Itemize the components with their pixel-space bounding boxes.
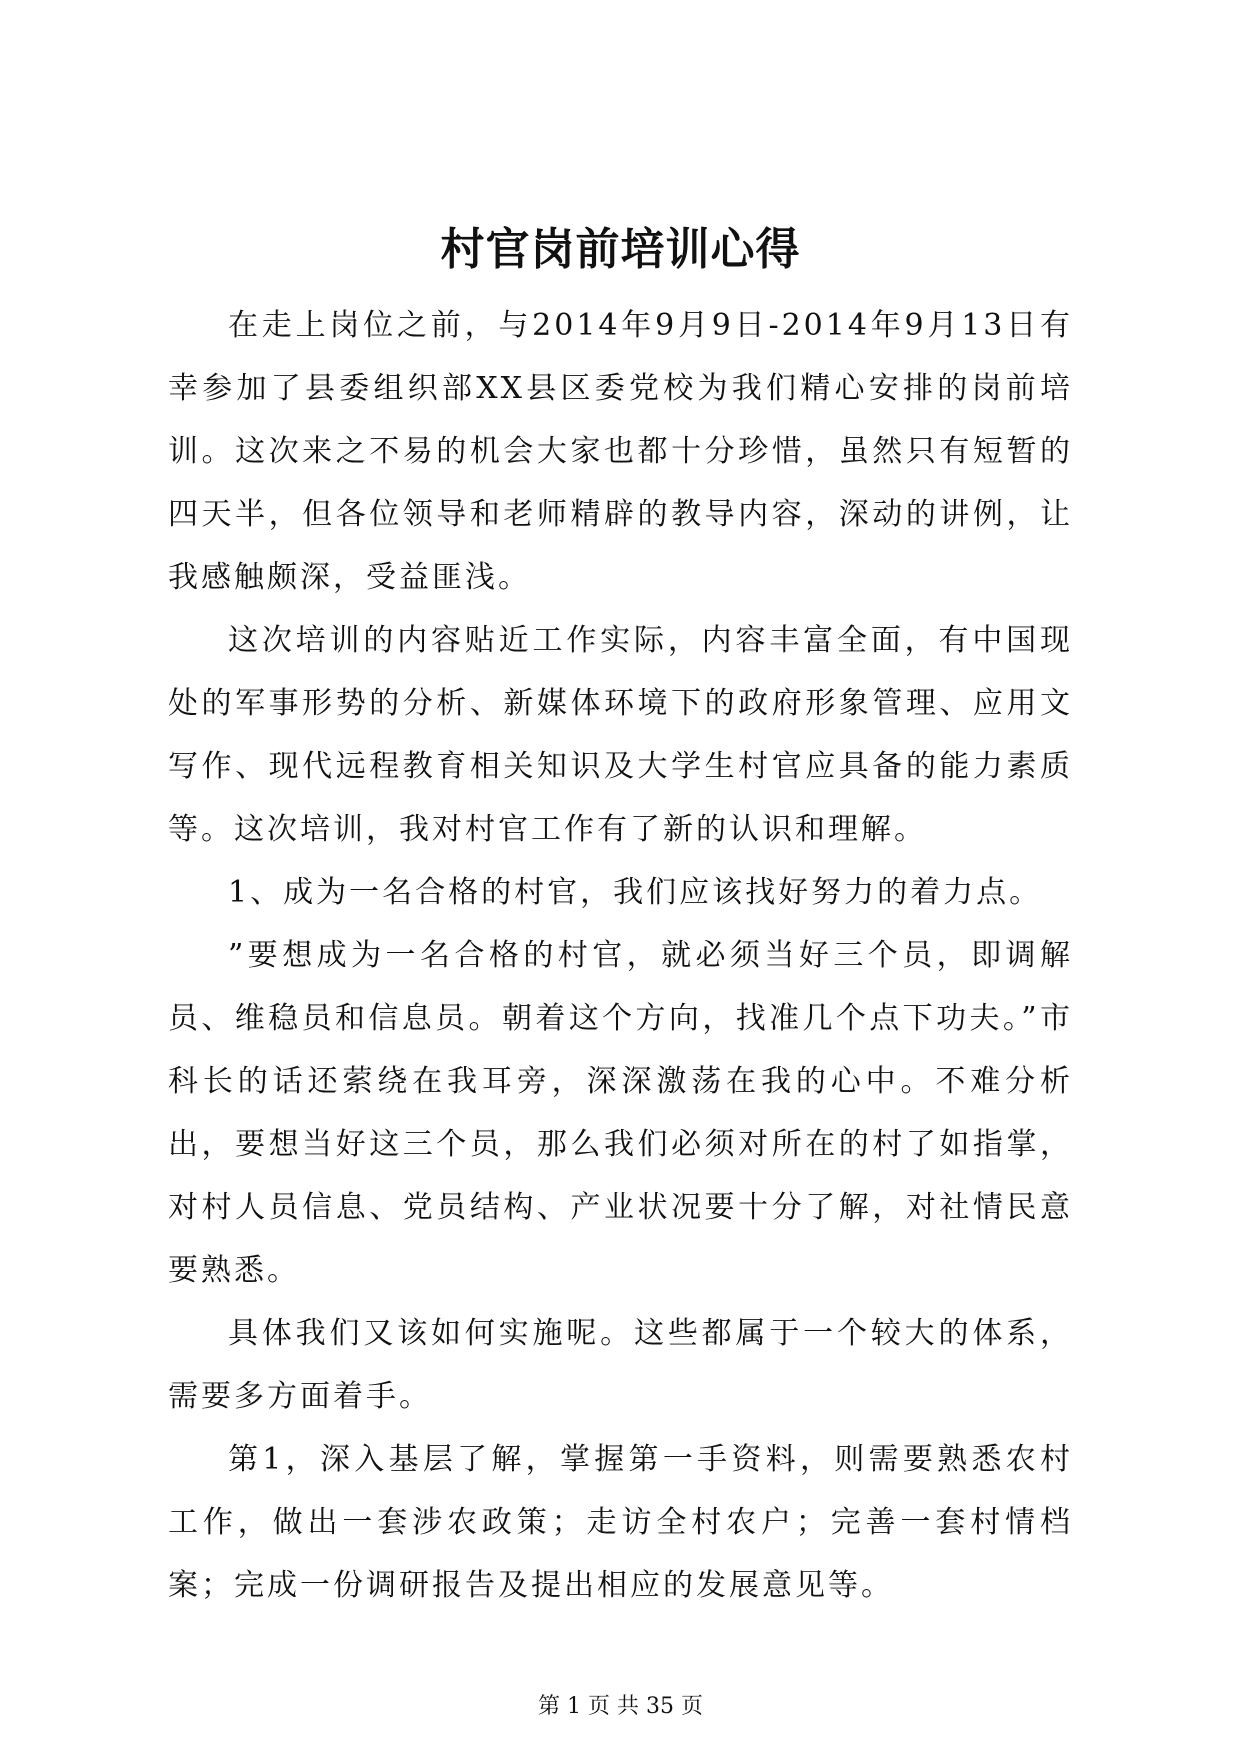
paragraph-2: 这次培训的内容贴近工作实际，内容丰富全面，有中国现处的军事形势的分析、新媒体环境下的政府形象管理、应用文写作、现代远程教育相关知识及大学生村官应具备的能力素质等。这次培训，我对村官工作有了新的认识和理解。 <box>168 623 1073 847</box>
document-body <box>168 294 1073 1617</box>
page-footer: 第 1 页 共 35 页 <box>538 1694 703 1719</box>
paragraph-1: 在走上岗位之前，与2014年9月9日-2014年9月13日有幸参加了县委组织部XX县区委党校为我们精心安排的岗前培训。这次来之不易的机会大家也都十分珍惜，虽然只有短暂的四天半，但各位领导和老师精辟的教导内容，深动的讲例，让我感触颇深，受益匪浅。 <box>168 308 1073 595</box>
paragraph-4: ”要想成为一名合格的村官，就必须当好三个员，即调解员、维稳员和信息员。朝着这个方向，找准几个点下功夫。”市科长的话还萦绕在我耳旁，深深激荡在我的心中。不难分析出，要想当好这三个员，那么我们必须对所在的村了如指掌，对村人员信息、党员结构、产业状况要十分了解，对社情民意要熟悉。 <box>168 938 1073 1288</box>
paragraph-5: 具体我们又该如何实施呢。这些都属于一个较大的体系，需要多方面着手。 <box>168 1316 1073 1414</box>
document-title: 村官岗前培训心得 <box>440 224 801 275</box>
paragraph-6: 第1，深入基层了解，掌握第一手资料，则需要熟悉农村工作，做出一套涉农政策；走访全村农户；完善一套村情档案；完成一份调研报告及提出相应的发展意见等。 <box>168 1442 1073 1603</box>
paragraph-3: 1、成为一名合格的村官，我们应该找好努力的着力点。 <box>228 875 1043 910</box>
